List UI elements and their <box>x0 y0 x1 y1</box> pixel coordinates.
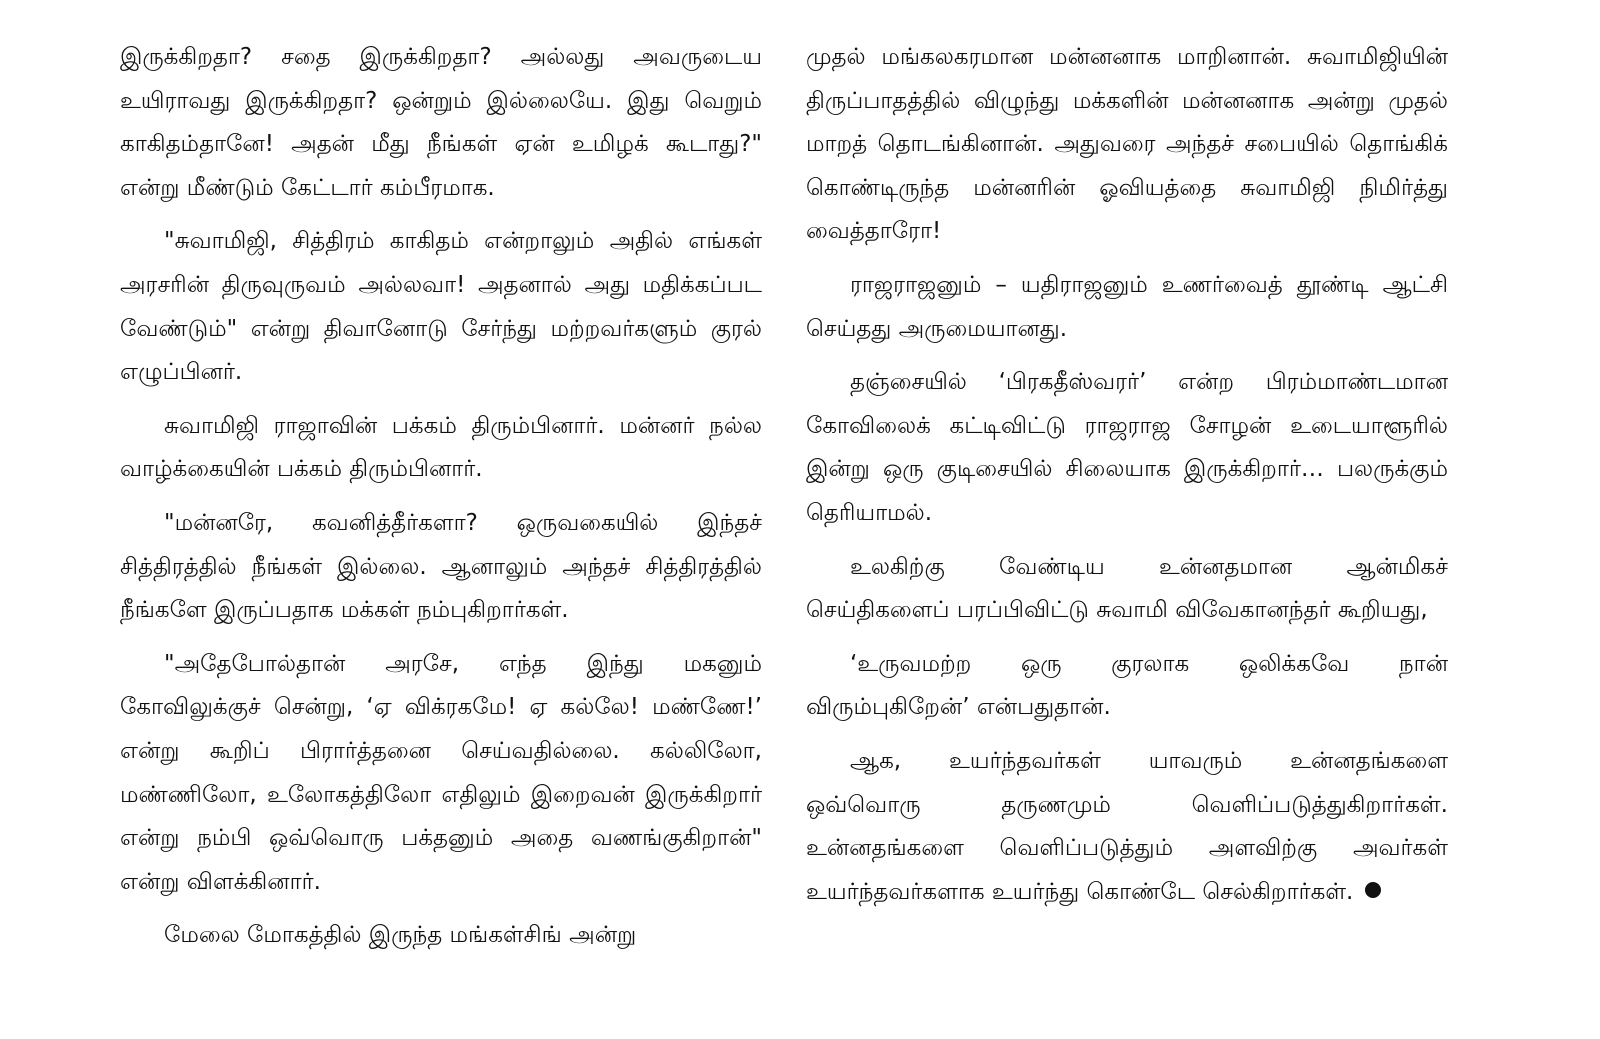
paragraph-continued: இருக்கிறதா? சதை இருக்கிறதா? அல்லது அவருடைய உயிராவது இருக்கிறதா? ஒன்றும் இல்லையே. இது வெறும் காகிதம்தானே! அதன் மீது நீங்கள் ஏன் உமிழக் கூடாது?" என்று மீண்டும் கேட்டார் கம்பீரமாக. <box>120 44 762 201</box>
right-column <box>806 36 1448 924</box>
paragraph: உலகிற்கு வேண்டிய உன்னதமான ஆன்மிகச் செய்திகளைப் பரப்பிவிட்டு சுவாமி விவேகானந்தர் கூறியது, <box>806 553 1448 624</box>
paragraph: ‘உருவமற்ற ஒரு குரலாக ஒலிக்கவே நான் விரும்புகிறேன்’ என்பதுதான். <box>806 650 1448 721</box>
left-column <box>120 36 762 968</box>
paragraph-final <box>806 740 1448 914</box>
paragraph: மேலை மோகத்தில் இருந்த மங்கள்சிங் அன்று <box>164 922 637 949</box>
end-bullet-icon <box>1365 882 1381 898</box>
paragraph: ராஜராஜனும் – யதிராஜனும் உணர்வைத் தூண்டி ஆட்சி செய்தது அருமையானது. <box>806 271 1448 342</box>
paragraph: "மன்னரே, கவனித்தீர்களா? ஒருவகையில் இந்தச் சித்திரத்தில் நீங்கள் இல்லை. ஆனாலும் அந்தச் சித்திரத்தில் நீங்களே இருப்பதாக மக்கள் நம்புகிறார்கள். <box>120 509 762 624</box>
final-paragraph-text: ஆக, உயர்ந்தவர்கள் யாவரும் உன்னதங்களை ஒவ்வொரு தருணமும் வெளிப்படுத்துகிறார்கள். உன்னதங்களை வெளிப்படுத்தும் அளவிற்கு அவர்கள் உயர்ந்தவர்களாக உயர்ந்து கொண்டே செல்கிறார்கள். <box>806 747 1448 905</box>
paragraph: தஞ்சையில் ‘பிரகதீஸ்வரர்’ என்ற பிரம்மாண்டமான கோவிலைக் கட்டிவிட்டு ராஜராஜ சோழன் உடையாளூரில் இன்று ஒரு குடிசையில் சிலையாக இருக்கிறார்… பலருக்கும் தெரியாமல். <box>806 369 1448 526</box>
paragraph: சுவாமிஜி ராஜாவின் பக்கம் திரும்பினார். மன்னர் நல்ல வாழ்க்கையின் பக்கம் திரும்பினார். <box>120 412 762 483</box>
paragraph-continued: முதல் மங்கலகரமான மன்னனாக மாறினான். சுவாமிஜியின் திருப்பாதத்தில் விழுந்து மக்களின் மன்னனாக அன்று முதல் மாறத் தொடங்கினான். அதுவரை அந்தச் சபையில் தொங்கிக் கொண்டிருந்த மன்னரின் ஓவியத்தை சுவாமிஜி நிமிர்த்து வைத்தாரோ! <box>806 44 1448 245</box>
paragraph: "சுவாமிஜி, சித்திரம் காகிதம் என்றாலும் அதில் எங்கள் அரசரின் திருவுருவம் அல்லவா! அதனால் அது மதிக்கப்பட வேண்டும்" என்று திவானோடு சேர்ந்து மற்றவர்களும் குரல் எழுப்பினர். <box>120 228 762 386</box>
paragraph: "அதேபோல்தான் அரசே, எந்த இந்து மகனும் கோவிலுக்குச் சென்று, ‘ஏ விக்ரகமே! ஏ கல்லே! மண்ணே!’ என்று கூறிப் பிரார்த்தனை செய்வதில்லை. கல்லிலோ, மண்ணிலோ, உலோகத்திலோ எதிலும் இறைவன் இருக்கிறார் என்று நம்பி ஒவ்வொரு பக்தனும் அதை வணங்குகிறான்" என்று விளக்கினார். <box>120 650 762 895</box>
